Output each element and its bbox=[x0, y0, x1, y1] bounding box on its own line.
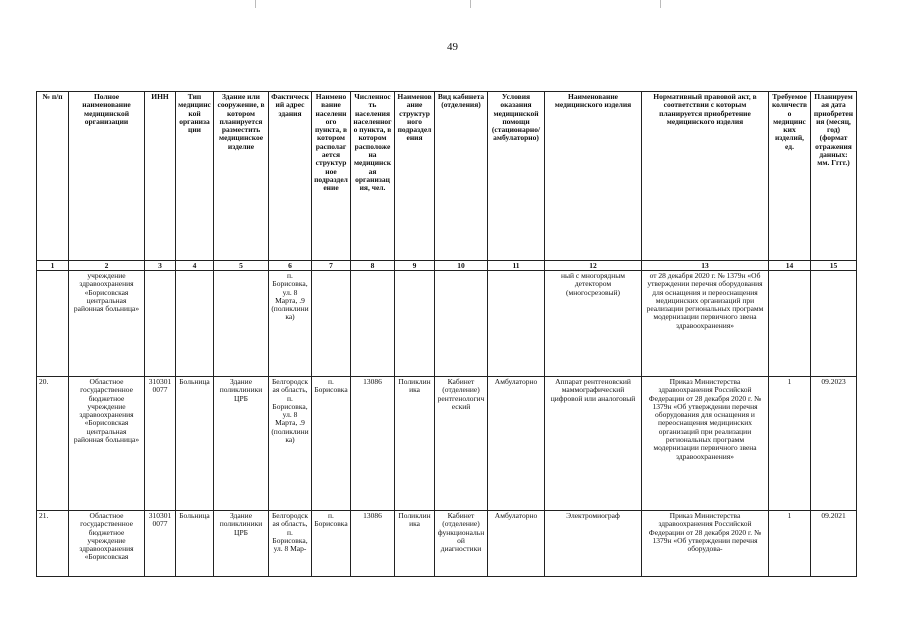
cell-settlement: п. Борисовка bbox=[312, 511, 351, 577]
cell-subdivision bbox=[395, 271, 435, 377]
cell-address: Белгородская область, п. Борисовка, ул. 8 Мар- bbox=[269, 511, 312, 577]
cell-org-type bbox=[176, 271, 214, 377]
header-cell: Наименование структурного подразделения bbox=[395, 92, 435, 261]
cell-org-type: Больница bbox=[176, 377, 214, 511]
table-row bbox=[37, 377, 857, 511]
cell-population bbox=[351, 271, 395, 377]
cell-legal-act: Приказ Министерства здравоохранения Российской Федерации от 28 декабря 2020 г. № 1379н «Об утверждении перечня оборудова- bbox=[642, 511, 769, 577]
header-cell: Здание или сооружение, в котором планируется разместить медицинское изделие bbox=[214, 92, 269, 261]
column-number: 14 bbox=[769, 261, 811, 271]
cell-subdivision: Поликлиника bbox=[395, 511, 435, 577]
cell-row-number: 21. bbox=[37, 511, 69, 577]
cell-quantity: 1 bbox=[769, 511, 811, 577]
cell-building: Здание поликлиники ЦРБ bbox=[214, 377, 269, 511]
header-cell: Вид кабинета (отделения) bbox=[435, 92, 488, 261]
cell-settlement bbox=[312, 271, 351, 377]
header-cell: Полное наименование медицинской организации bbox=[69, 92, 145, 261]
cell-cabinet-type: Кабинет (отделение) рентгенологический bbox=[435, 377, 488, 511]
column-number: 9 bbox=[395, 261, 435, 271]
cell-organization: учреждение здравоохранения «Борисовская центральная районная больница» bbox=[69, 271, 145, 377]
equipment-table bbox=[36, 91, 857, 577]
cell-building bbox=[214, 271, 269, 377]
header-cell: Фактический адрес здания bbox=[269, 92, 312, 261]
header-cell: Численность населения населенного пункта, в котором расположена медицинская организация, чел. bbox=[351, 92, 395, 261]
column-number: 12 bbox=[545, 261, 642, 271]
header-cell: № п/п bbox=[37, 92, 69, 261]
cell-row-number: 20. bbox=[37, 377, 69, 511]
cell-device-name: ный с многорядным детектором (многосрезовый) bbox=[545, 271, 642, 377]
column-number: 5 bbox=[214, 261, 269, 271]
cell-building: Здание поликлиники ЦРБ bbox=[214, 511, 269, 577]
header-cell: Условия оказания медицинской помощи (стационарно/амбулаторно) bbox=[488, 92, 545, 261]
cell-cabinet-type: Кабинет (отделение) функциональной диагностики bbox=[435, 511, 488, 577]
cell-planned-date bbox=[811, 271, 857, 377]
header-row bbox=[37, 92, 857, 261]
cell-cabinet-type bbox=[435, 271, 488, 377]
page-number: 49 bbox=[447, 41, 458, 53]
cell-device-name: Аппарат рентгеновский маммографический цифровой или аналоговый bbox=[545, 377, 642, 511]
column-number: 3 bbox=[145, 261, 176, 271]
column-number: 10 bbox=[435, 261, 488, 271]
cell-population: 13086 bbox=[351, 377, 395, 511]
cell-organization: Областное государственное бюджетное учреждение здравоохранения «Борисовская центральная районная больница» bbox=[69, 377, 145, 511]
scan-artifact-line bbox=[255, 0, 256, 8]
header-cell: Наименование медицинского изделия bbox=[545, 92, 642, 261]
cell-settlement: п. Борисовка bbox=[312, 377, 351, 511]
column-number-row bbox=[37, 261, 857, 271]
column-number: 15 bbox=[811, 261, 857, 271]
cell-organization: Областное государственное бюджетное учреждение здравоохранения «Борисовская bbox=[69, 511, 145, 577]
cell-care-conditions: Амбулаторно bbox=[488, 511, 545, 577]
header-cell: Планируемая дата приобретения (месяц, год) (формат отражения данных: мм. Гггг.) bbox=[811, 92, 857, 261]
column-number: 1 bbox=[37, 261, 69, 271]
cell-quantity: 1 bbox=[769, 377, 811, 511]
column-number: 11 bbox=[488, 261, 545, 271]
cell-care-conditions bbox=[488, 271, 545, 377]
column-number: 8 bbox=[351, 261, 395, 271]
cell-device-name: Электромиограф bbox=[545, 511, 642, 577]
cell-org-type: Больница bbox=[176, 511, 214, 577]
column-number: 4 bbox=[176, 261, 214, 271]
column-number: 13 bbox=[642, 261, 769, 271]
header-cell: ИНН bbox=[145, 92, 176, 261]
cell-address: п. Борисовка, ул. 8 Марта, .9 (поликлиника) bbox=[269, 271, 312, 377]
cell-inn: 3103010077 bbox=[145, 511, 176, 577]
header-cell: Наименование населенного пункта, в котором располагается структурное подразделение bbox=[312, 92, 351, 261]
table-row bbox=[37, 271, 857, 377]
header-cell: Нормативный правовой акт, в соответствии с которым планируется приобретение медицинского изделия bbox=[642, 92, 769, 261]
cell-legal-act: от 28 декабря 2020 г. № 1379н «Об утверждении перечня оборудования для оснащения и переоснащения медицинских организаций при реализации региональных программ модернизации первичного звена здравоохранения» bbox=[642, 271, 769, 377]
cell-inn bbox=[145, 271, 176, 377]
column-number: 6 bbox=[269, 261, 312, 271]
cell-inn: 3103010077 bbox=[145, 377, 176, 511]
cell-planned-date: 09.2023 bbox=[811, 377, 857, 511]
scan-artifact-line bbox=[660, 0, 661, 8]
scan-artifact-line bbox=[470, 0, 471, 8]
header-cell: Требуемое количество медицинских изделий, ед. bbox=[769, 92, 811, 261]
cell-address: Белгородская область, п. Борисовка, ул. 8 Марта, .9 (поликлиника) bbox=[269, 377, 312, 511]
cell-population: 13086 bbox=[351, 511, 395, 577]
cell-row-number bbox=[37, 271, 69, 377]
table-row bbox=[37, 511, 857, 577]
cell-quantity bbox=[769, 271, 811, 377]
header-cell: Тип медицинской организации bbox=[176, 92, 214, 261]
cell-legal-act: Приказ Министерства здравоохранения Российской Федерации от 28 декабря 2020 г. № 1379н «Об утверждении перечня оборудования для оснащения и переоснащения медицинских организаций при реализации региональных программ модернизации первичного звена здравоохранения» bbox=[642, 377, 769, 511]
cell-planned-date: 09.2021 bbox=[811, 511, 857, 577]
column-number: 2 bbox=[69, 261, 145, 271]
cell-subdivision: Поликлиника bbox=[395, 377, 435, 511]
cell-care-conditions: Амбулаторно bbox=[488, 377, 545, 511]
column-number: 7 bbox=[312, 261, 351, 271]
